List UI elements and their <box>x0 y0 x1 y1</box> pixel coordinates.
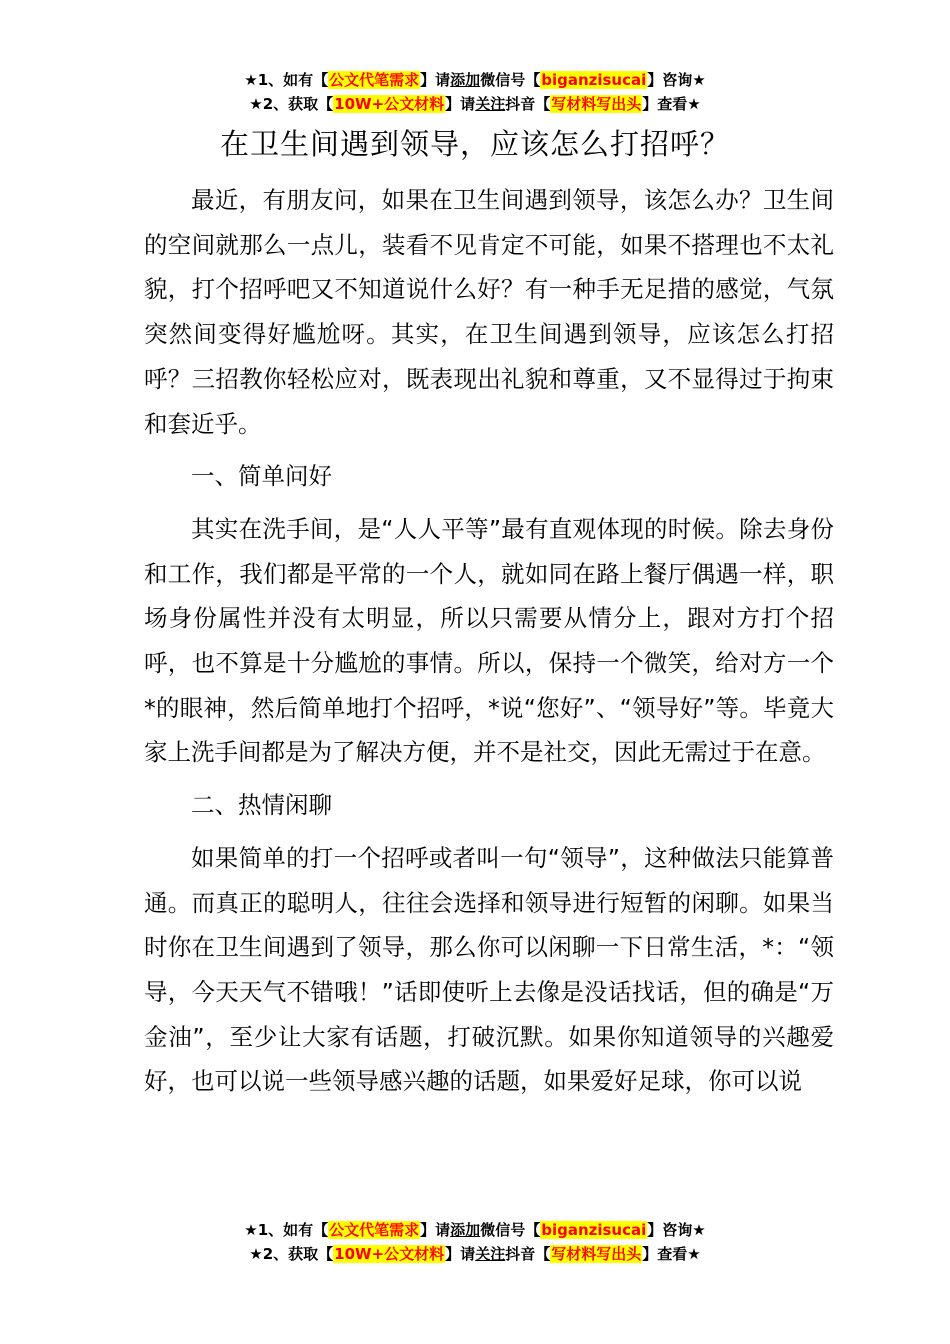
star-icon: ★ <box>244 1221 258 1239</box>
banner-text: 1、如有【 <box>257 1221 329 1239</box>
banner-text: 】查看 <box>642 1245 688 1263</box>
document-title: 在卫生间遇到领导，应该怎么打招呼？ <box>219 127 730 161</box>
banner-text: 】查看 <box>642 95 688 113</box>
highlight-materials: 10W+公文材料 <box>334 95 445 113</box>
banner-line-1 <box>0 1218 950 1242</box>
paragraph-section-2: 如果简单的打一个招呼或者叫一句“领导”，这种做法只能算普通。而真正的聪明人，往往会选择和领导进行短暂的闲聊。如果当时你在卫生间遇到了领导，那么你可以闲聊一下日常生活，*：“领导，今天天气不错哦！”话即使听上去像是没话找话，但的确是“万金油”，至少让大家有话题，打破沉默。如果你知道领导的兴趣爱好，也可以说一些领导感兴趣的话题，如果爱好足球，你可以说 <box>144 843 834 1096</box>
banner-text: 微信号【 <box>480 1221 541 1239</box>
highlight-wechat-id: biganzisucai <box>541 1221 647 1239</box>
document-body <box>144 178 834 1112</box>
star-icon: ★ <box>692 1221 706 1239</box>
banner-text: 】咨询 <box>647 71 693 89</box>
highlight-douyin-id: 写材料写出头 <box>551 95 642 113</box>
banner-text: 微信号【 <box>480 71 541 89</box>
banner-text: 】请 <box>445 95 476 113</box>
banner-line-2 <box>0 1242 950 1266</box>
banner-text: 抖音【 <box>505 95 551 113</box>
highlight-materials: 10W+公文材料 <box>334 1245 445 1263</box>
section-heading-1: 一、简单问好 <box>191 462 332 491</box>
banner-text: 】请 <box>420 1221 451 1239</box>
paragraph-section-1: 其实在洗手间，是“人人平等”最有直观体现的时候。除去身份和工作，我们都是平常的一个人，就如同在路上餐厅偶遇一样，职场身份属性并没有太明显，所以只需要从情分上，跟对方打个招呼，也不算是十分尴尬的事情。所以，保持一个微笑，给对方一个*的眼神，然后简单地打个招呼，*说“您好”、“领导好”等。毕竟大家上洗手间都是为了解决方便，并不是社交，因此无需过于在意。 <box>144 514 834 767</box>
highlight-wechat-id: biganzisucai <box>541 71 647 89</box>
star-icon: ★ <box>244 71 258 89</box>
banner-text: 抖音【 <box>505 1245 551 1263</box>
banner-text: 】咨询 <box>647 1221 693 1239</box>
paragraph-intro: 最近，有朋友问，如果在卫生间遇到领导，该怎么办？卫生间的空间就那么一点儿，装看不见肯定不可能，如果不搭理也不太礼貌，打个招呼吧又不知道说什么好？有一种手无足措的感觉，气氛突然间变得好尴尬呀。其实，在卫生间遇到领导，应该怎么打招呼？三招教你轻松应对，既表现出礼貌和尊重，又不显得过于拘束和套近乎。 <box>144 186 834 438</box>
banner-text: 】请 <box>445 1245 476 1263</box>
footer-banner <box>0 1218 950 1266</box>
underlined-text: 添加 <box>450 1221 481 1239</box>
banner-line-1 <box>0 68 950 92</box>
underlined-text: 关注 <box>475 1245 506 1263</box>
highlight-douyin-id: 写材料写出头 <box>551 1245 642 1263</box>
star-icon: ★ <box>687 95 701 113</box>
highlight-service: 公文代笔需求 <box>329 71 420 89</box>
banner-text: 2、获取【 <box>262 1245 334 1263</box>
banner-text: 2、获取【 <box>262 95 334 113</box>
star-icon: ★ <box>249 95 263 113</box>
highlight-service: 公文代笔需求 <box>329 1221 420 1239</box>
banner-text: 1、如有【 <box>257 71 329 89</box>
underlined-text: 添加 <box>450 71 481 89</box>
banner-text: 】请 <box>420 71 451 89</box>
banner-line-2 <box>0 92 950 116</box>
star-icon: ★ <box>249 1245 263 1263</box>
header-banner <box>0 68 950 116</box>
star-icon: ★ <box>687 1245 701 1263</box>
section-heading-2: 二、热情闲聊 <box>191 791 332 820</box>
underlined-text: 关注 <box>475 95 506 113</box>
star-icon: ★ <box>692 71 706 89</box>
